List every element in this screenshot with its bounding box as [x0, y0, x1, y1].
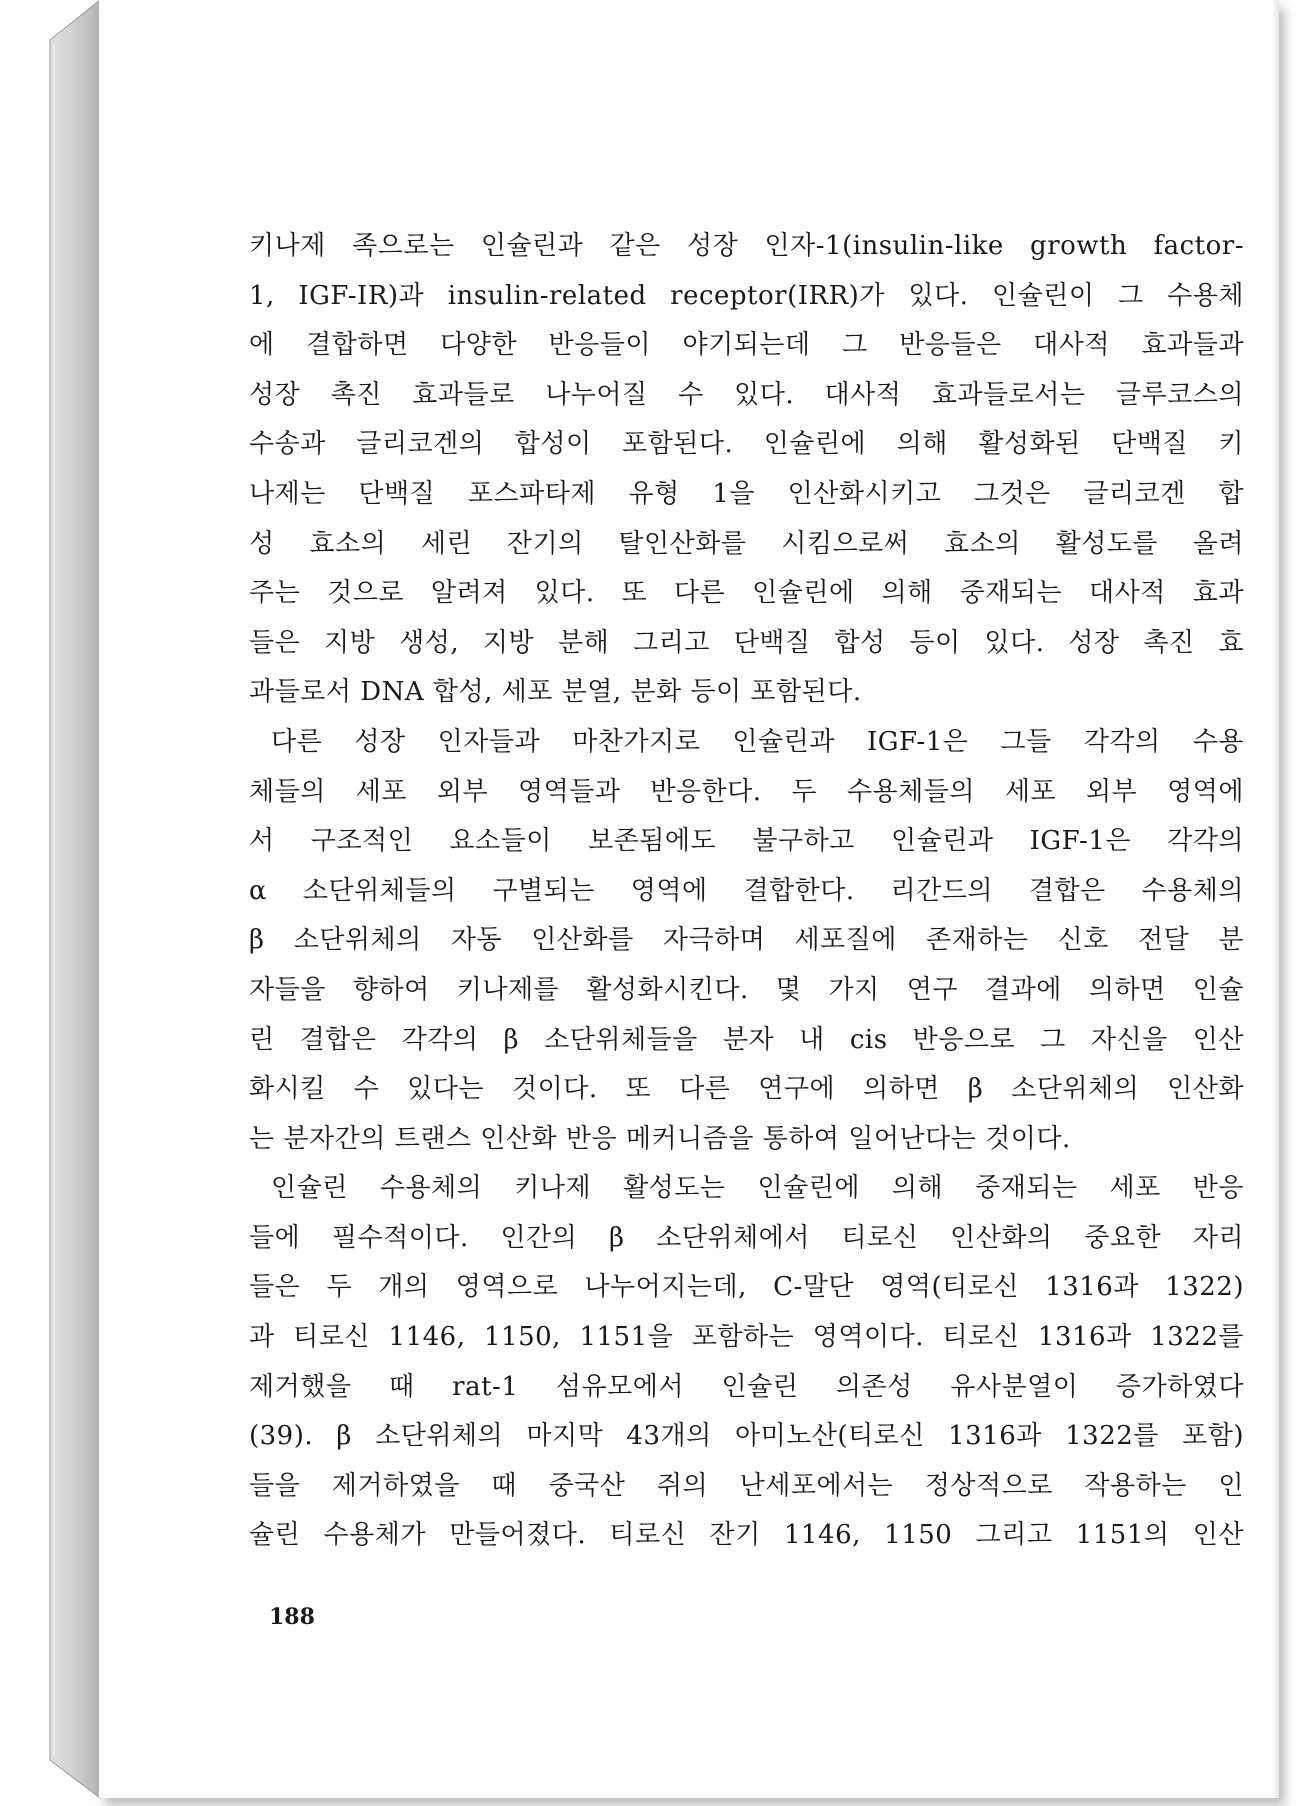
text-line: 인슐린 수용체의 키나제 활성도는 인슐린에 의해 중재되는 세포 반응 [271, 1173, 1244, 1204]
page-edge [1273, 0, 1279, 1798]
text-line: 들은 지방 생성, 지방 분해 그리고 단백질 합성 등이 있다. 성장 촉진 효 [249, 627, 1244, 658]
text-line: 들을 제거하였을 때 중국산 쥐의 난세포에서는 정상적으로 작용하는 인 [249, 1470, 1244, 1501]
text-line: 체들의 세포 외부 영역들과 반응한다. 두 수용체들의 세포 외부 영역에 [249, 776, 1244, 807]
page-number: 188 [269, 1604, 315, 1630]
text-line: 자들을 향하여 키나제를 활성화시킨다. 몇 가지 연구 결과에 의하면 인슐 [249, 974, 1244, 1005]
text-line: 수송과 글리코겐의 합성이 포함된다. 인슐린에 의해 활성화된 단백질 키 [249, 429, 1244, 460]
text-line: 나제는 단백질 포스파타제 유형 1을 인산화시키고 그것은 글리코겐 합 [249, 478, 1244, 509]
text-line: 들은 두 개의 영역으로 나누어지는데, C-말단 영역(티로신 1316과 1322) [249, 1272, 1244, 1303]
text-line: 1, IGF-IR)과 insulin-related receptor(IRR)가 있다. 인슐린이 그 수용체 [249, 280, 1244, 311]
text-line: 린 결합은 각각의 β 소단위체들을 분자 내 cis 반응으로 그 자신을 인산 [249, 1024, 1244, 1055]
text-line: 화시킬 수 있다는 것이다. 또 다른 연구에 의하면 β 소단위체의 인산화 [249, 1074, 1244, 1105]
text-line: 서 구조적인 요소들이 보존됨에도 불구하고 인슐린과 IGF-1은 각각의 [249, 826, 1244, 857]
text-line: (39). β 소단위체의 마지막 43개의 아미노산(티로신 1316과 1322를 포함) [249, 1421, 1244, 1452]
text-line: 성장 촉진 효과들로 나누어질 수 있다. 대사적 효과들로서는 글루코스의 [249, 379, 1244, 410]
text-line: 에 결합하면 다양한 반응들이 야기되는데 그 반응들은 대사적 효과들과 [249, 330, 1244, 361]
text-line: 과들로서 DNA 합성, 세포 분열, 분화 등이 포함된다. [249, 677, 862, 708]
book-page [98, 0, 1279, 1798]
text-line: 과 티로신 1146, 1150, 1151을 포함하는 영역이다. 티로신 1316과 1322를 [249, 1322, 1244, 1353]
text-line: 제거했을 때 rat-1 섬유모에서 인슐린 의존성 유사분열이 증가하였다 [249, 1371, 1244, 1402]
text-line: 키나제 족으로는 인슐린과 같은 성장 인자-1(insulin-like growth factor- [249, 231, 1244, 261]
text-line: 는 분자간의 트랜스 인산화 반응 메커니즘을 통하여 일어난다는 것이다. [249, 1123, 1071, 1154]
text-line: 다른 성장 인자들과 마찬가지로 인슐린과 IGF-1은 그들 각각의 수용 [271, 726, 1244, 757]
text-line: 슐린 수용체가 만들어졌다. 티로신 잔기 1146, 1150 그리고 1151의 인산 [249, 1520, 1244, 1551]
text-line: α 소단위체들의 구별되는 영역에 결합한다. 리간드의 결합은 수용체의 [249, 875, 1244, 906]
text-line: 성 효소의 세린 잔기의 탈인산화를 시킴으로써 효소의 활성도를 올려 [249, 528, 1244, 559]
text-line: 주는 것으로 알려져 있다. 또 다른 인슐린에 의해 중재되는 대사적 효과 [249, 578, 1244, 609]
text-line: β 소단위체의 자동 인산화를 자극하며 세포질에 존재하는 신호 전달 분 [249, 925, 1244, 956]
body-text [249, 222, 1244, 1561]
text-line: 들에 필수적이다. 인간의 β 소단위체에서 티로신 인산화의 중요한 자리 [249, 1222, 1244, 1253]
